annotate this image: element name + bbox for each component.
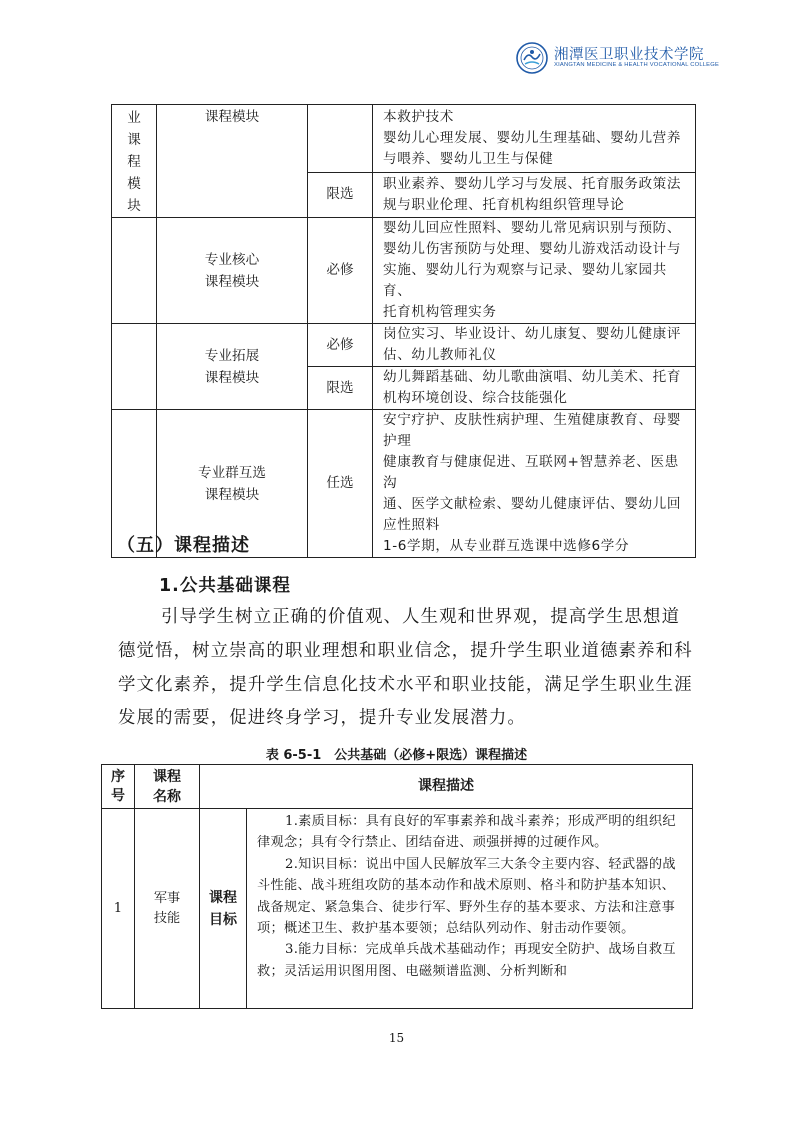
row-course-name [135, 809, 200, 1009]
course-line: 实施、婴幼儿行为观察与记录、婴幼儿家园共育、 [383, 262, 667, 299]
module-type-cell: 任选 [308, 410, 373, 558]
course-line: 托育机构管理实务 [383, 304, 497, 320]
course-line: 估、幼儿教师礼仪 [383, 347, 497, 363]
subsection-title: 1.公共基础课程 [159, 576, 291, 596]
course-name-line: 军事 [153, 890, 181, 906]
course-line: 规与职业伦理、托育机构组织管理导论 [383, 196, 625, 213]
course-line: 本救护技术 [383, 108, 454, 125]
module-type-cell: 限选 [308, 172, 373, 217]
course-line: 健康教育与健康促进、互联网+智慧养老、医患沟 [383, 454, 679, 491]
header-course-description: 课程描述 [200, 765, 693, 809]
table-caption: 表 6-5-1 公共基础（必修+限选）课程描述 [265, 748, 528, 763]
objective-paragraph: 2.知识目标：说出中国人民解放军三大条令主要内容、轻武器的战斗性能、战斗班组攻防的基本动作和战术原则、格斗和防护基本知识、战备规定、紧急集合、徒步行军、野外生存的基本要求、方法和注意事项；概述卫生、救护基本要领；总结队列动作、射击动作要领。 [257, 856, 676, 937]
college-name-en: XIANGTAN MEDICINE & HEALTH VOCATIONAL COLLEGE [554, 62, 720, 68]
module-courses-cell [373, 218, 696, 324]
module-name-text: 专业核心课程模块 [204, 251, 260, 290]
course-line: 与喂养、婴幼儿卫生与保健 [383, 150, 554, 167]
header-name-line: 名称 [153, 788, 181, 805]
module-category-cell [112, 105, 157, 218]
section-title: （五）课程描述 [117, 535, 250, 556]
course-line: 安宁疗护、皮肤性病护理、生殖健康教育、母婴 [383, 412, 682, 428]
module-name-text: 专业群互选课程模块 [198, 464, 266, 503]
course-line: 婴幼儿伤害预防与处理、婴幼儿游戏活动设计与 [383, 241, 682, 257]
module-type-cell: 必修 [308, 218, 373, 324]
category-char: 模 [127, 176, 141, 192]
module-courses-cell [373, 172, 696, 217]
course-line: 通、医学文献检索、婴幼儿健康评估、婴幼儿回 [383, 496, 682, 512]
module-category-cell [112, 324, 157, 410]
header-no-line: 序 [111, 768, 125, 785]
course-line: 机构环境创设、综合技能强化 [383, 390, 568, 406]
module-name-cell: 课程模块 [157, 105, 308, 218]
course-name-line: 技能 [153, 910, 181, 926]
college-emblem-icon [516, 42, 548, 74]
label-line: 目标 [209, 911, 237, 928]
row-description [247, 809, 693, 1009]
category-char: 课 [127, 132, 141, 148]
course-line: 护理 [383, 433, 412, 449]
row-number: 1 [102, 809, 135, 1009]
header-no [102, 765, 135, 809]
module-name-cell [157, 324, 308, 410]
section-paragraph: 引导学生树立正确的价值观、人生观和世界观，提高学生思想道德觉悟，树立崇高的职业理想和职业信念，提升学生职业道德素养和科学文化素养，提升学生信息化技术水平和职业技能，满足学生职业生涯发展的需要，促进终身学习，提升专业发展潜力。 [118, 607, 693, 729]
module-courses-cell [373, 410, 696, 558]
course-line: 婴幼儿心理发展、婴幼儿生理基础、婴幼儿营养 [383, 129, 682, 146]
module-type-cell: 必修 [308, 324, 373, 367]
label-line: 课程 [209, 889, 237, 906]
objective-paragraph: 3.能力目标：完成单兵战术基础动作；再现安全防护、战场自救互救；灵活运用识图用图、电磁频谱监测、分析判断和 [257, 942, 676, 979]
course-line: 应性照料 [383, 517, 440, 533]
category-char: 程 [127, 154, 141, 170]
module-courses-cell [373, 324, 696, 367]
row-label-course-objectives [200, 809, 247, 1009]
module-type-cell [308, 105, 373, 173]
course-line: 婴幼儿回应性照料、婴幼儿常见病识别与预防、 [383, 220, 682, 236]
course-description-table [101, 764, 693, 1009]
category-char: 块 [127, 198, 141, 214]
college-logo [516, 42, 720, 76]
course-line: 岗位实习、毕业设计、幼儿康复、婴幼儿健康评 [383, 326, 682, 342]
course-module-table [111, 104, 696, 558]
course-line: 职业素养、婴幼儿学习与发展、托育服务政策法 [383, 175, 682, 192]
module-courses-cell [373, 367, 696, 410]
objective-paragraph: 1.素质目标：具有良好的军事素养和战斗素养；形成严明的组织纪律观念；具有令行禁止、团结奋进、顽强拼搏的过硬作风。 [257, 814, 676, 851]
module-name-text: 专业拓展课程模块 [204, 347, 260, 386]
course-line: 1-6学期，从专业群互选课中选修6学分 [383, 538, 630, 554]
college-name-cn: 湘潭医卫职业技术学院 [554, 47, 704, 63]
header-course-name [135, 765, 200, 809]
module-name-cell [157, 218, 308, 324]
module-category-cell [112, 218, 157, 324]
page-number: 15 [388, 1031, 405, 1045]
header-name-line: 课程 [153, 768, 181, 785]
category-char: 业 [127, 110, 141, 126]
module-courses-cell [373, 105, 696, 173]
course-line: 幼儿舞蹈基础、幼儿歌曲演唱、幼儿美术、托育 [383, 369, 682, 385]
module-type-cell: 限选 [308, 367, 373, 410]
header-no-line: 号 [111, 787, 125, 804]
